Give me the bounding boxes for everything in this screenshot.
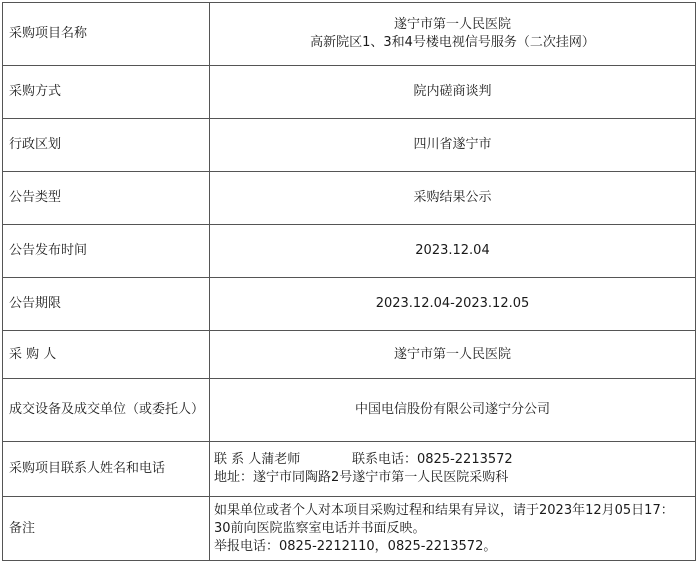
publish-date-value: 2023.12.04: [210, 225, 696, 278]
row-label: 公告期限: [3, 278, 210, 331]
row-label: 备注: [3, 497, 210, 561]
table-row: [3, 442, 696, 497]
table-row: [3, 172, 696, 225]
row-label: 公告发布时间: [3, 225, 210, 278]
table-row: [3, 497, 696, 561]
row-label: 采购项目联系人姓名和电话: [3, 442, 210, 497]
row-label: 采购项目名称: [3, 3, 210, 66]
table-row: [3, 331, 696, 379]
row-label: 成交设备及成交单位（或委托人）: [3, 379, 210, 442]
region-value: 四川省遂宁市: [210, 119, 696, 172]
remark-text: 如果单位或者个人对本项目采购过程和结果有异议，请于2023年12月05日17：30前向医院监察室电话并书面反映。: [214, 502, 674, 536]
contact-phone: 联系电话：0825-2213572: [352, 452, 513, 467]
table-row: [3, 379, 696, 442]
announcement-type-value: 采购结果公示: [210, 172, 696, 225]
table-row: [3, 278, 696, 331]
report-phone: 举报电话：0825-2212110，0825-2213572。: [214, 538, 497, 554]
purchaser-value: 遂宁市第一人民医院: [210, 331, 696, 379]
row-label: 公告类型: [3, 172, 210, 225]
contact-address: 地址：遂宁市同陶路2号遂宁市第一人民医院采购科: [214, 470, 509, 485]
announcement-period-value: 2023.12.04-2023.12.05: [210, 278, 696, 331]
contact-name: 联 系 人蒲老师: [214, 452, 301, 467]
remark-cell: [210, 497, 696, 561]
project-name-line-2: 高新院区1、3和4号楼电视信号服务（二次挂网）: [310, 35, 595, 50]
table-row: [3, 119, 696, 172]
table-row: [3, 66, 696, 119]
row-label: 采 购 人: [3, 331, 210, 379]
project-name-cell: [210, 3, 696, 66]
project-name-line-1: 遂宁市第一人民医院: [393, 17, 511, 32]
contact-cell: [210, 442, 696, 497]
row-label: 行政区划: [3, 119, 210, 172]
procurement-result-table: [2, 2, 696, 561]
contact-line: [214, 451, 689, 469]
row-label: 采购方式: [3, 66, 210, 119]
winning-supplier-value: 中国电信股份有限公司遂宁分公司: [210, 379, 696, 442]
table-row: [3, 225, 696, 278]
table-row: [3, 3, 696, 66]
procurement-method-value: 院内磋商谈判: [210, 66, 696, 119]
